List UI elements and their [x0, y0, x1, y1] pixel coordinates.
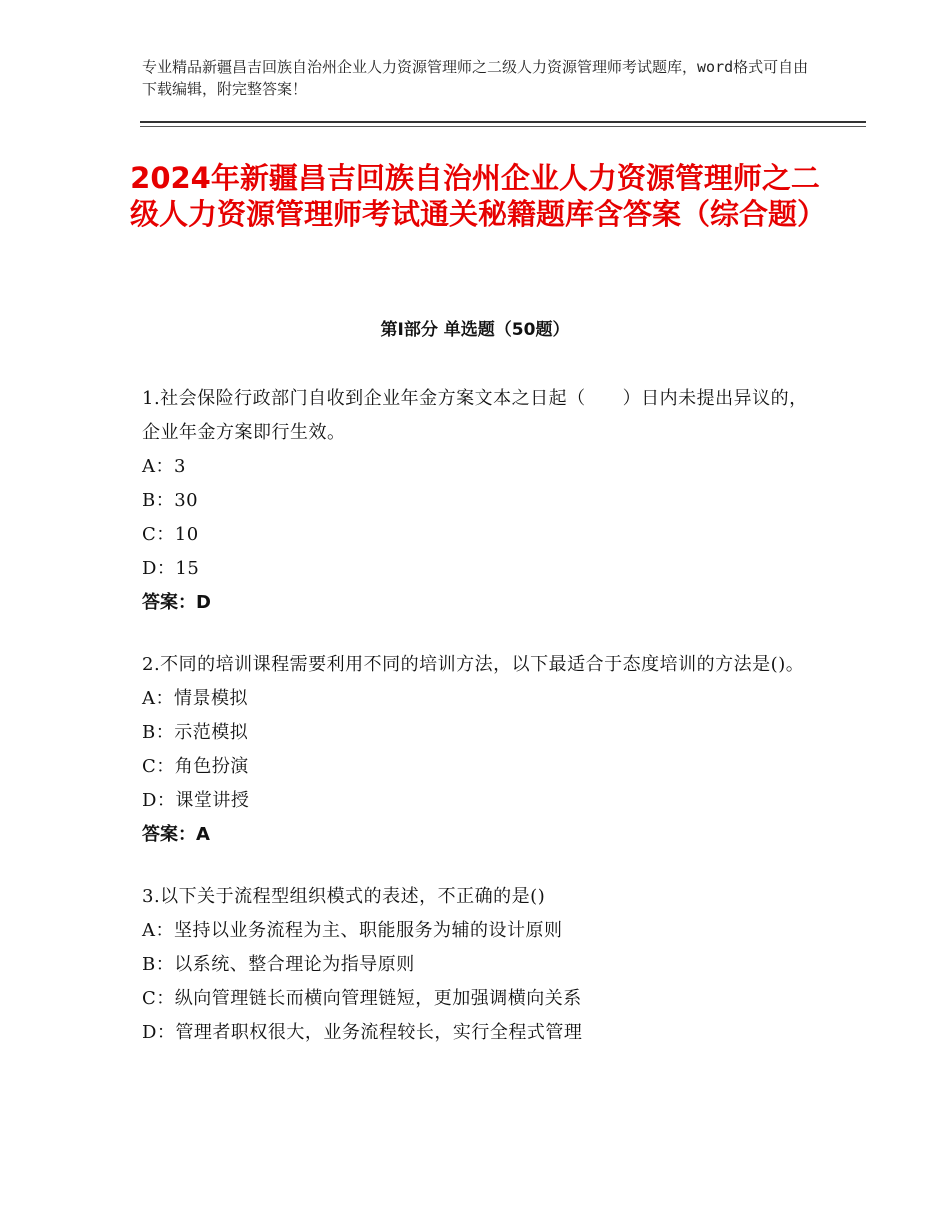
question-1 [142, 382, 808, 620]
section-title: 第Ⅰ部分 单选题（50题） [380, 320, 570, 340]
option-c: C：角色扮演 [142, 756, 249, 777]
answer: 答案：A [142, 824, 210, 845]
option-b: B：示范模拟 [142, 722, 249, 743]
option-c: C：10 [142, 524, 199, 545]
header-note: 专业精品新疆昌吉回族自治州企业人力资源管理师之二级人力资源管理师考试题库，word格式可自由下载编辑，附完整答案！ [142, 58, 809, 98]
document-title: 2024年新疆昌吉回族自治州企业人力资源管理师之二级人力资源管理师考试通关秘籍题库含答案（综合题） [130, 161, 827, 231]
question-stem: 2.不同的培训课程需要利用不同的培训方法，以下最适合于态度培训的方法是()。 [142, 654, 805, 675]
question-3 [142, 880, 808, 1050]
option-d: D：管理者职权很大，业务流程较长，实行全程式管理 [142, 1022, 583, 1043]
option-a: A：坚持以业务流程为主、职能服务为辅的设计原则 [142, 920, 563, 941]
header-rule-thin [140, 126, 866, 127]
question-2 [142, 648, 808, 852]
option-a: A：情景模拟 [142, 688, 248, 709]
option-a: A：3 [142, 456, 186, 477]
question-stem: 1.社会保险行政部门自收到企业年金方案文本之日起（ ）日内未提出异议的，企业年金方案即行生效。 [142, 388, 808, 443]
answer: 答案：D [142, 592, 211, 613]
option-b: B：以系统、整合理论为指导原则 [142, 954, 415, 975]
question-list [142, 382, 808, 1078]
option-c: C：纵向管理链长而横向管理链短，更加强调横向关系 [142, 988, 582, 1009]
option-d: D：课堂讲授 [142, 790, 250, 811]
question-stem: 3.以下关于流程型组织模式的表述，不正确的是() [142, 886, 546, 907]
header-rule-thick [140, 121, 866, 123]
option-b: B：30 [142, 490, 199, 511]
option-d: D：15 [142, 558, 200, 579]
